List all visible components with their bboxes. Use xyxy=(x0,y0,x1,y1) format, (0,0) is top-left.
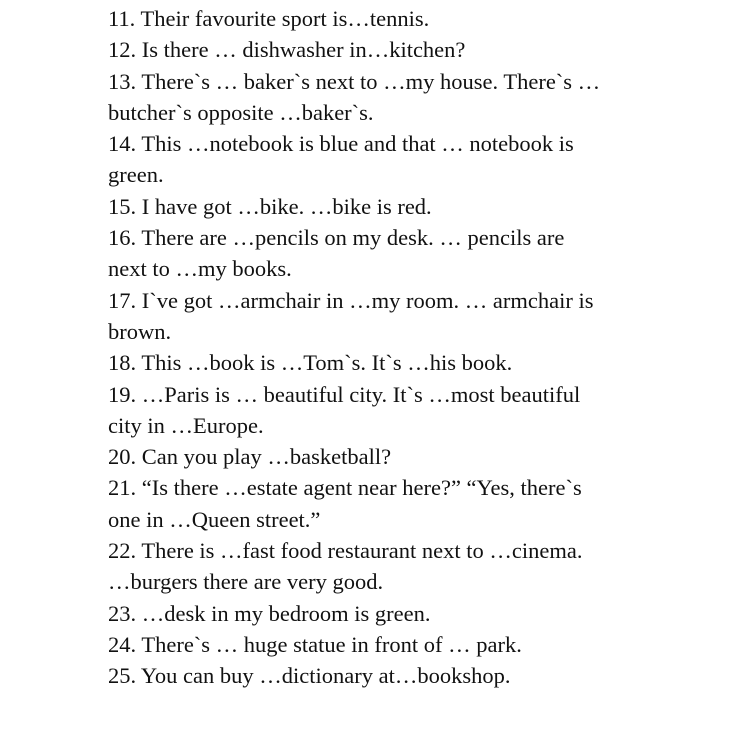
exercise-item-17: 17. I`ve got …armchair in …my room. … armchair is brown. xyxy=(108,287,594,344)
exercise-item-21: 21. “Is there …estate agent near here?” “Yes, there`s one in …Queen street.” xyxy=(108,475,582,532)
exercise-item-19: 19. …Paris is … beautiful city. It`s …most beautiful city in …Europe. xyxy=(108,381,581,438)
exercise-list xyxy=(108,3,708,692)
exercise-item-23: 23. …desk in my bedroom is green. xyxy=(108,600,431,626)
exercise-item-13: 13. There`s … baker`s next to …my house. There`s … butcher`s opposite …baker`s. xyxy=(108,68,601,125)
exercise-item-11: 11. Their favourite sport is…tennis. xyxy=(108,6,430,31)
exercise-item-18: 18. This …book is …Tom`s. It`s …his book. xyxy=(108,350,513,376)
exercise-item-15: 15. I have got …bike. …bike is red. xyxy=(108,193,432,219)
exercise-item-14: 14. This …notebook is blue and that … notebook is green. xyxy=(108,131,574,188)
exercise-item-16: 16. There are …pencils on my desk. … pencils are next to …my books. xyxy=(108,225,565,282)
exercise-item-24: 24. There`s … huge statue in front of … park. xyxy=(108,631,522,657)
exercise-item-22: 22. There is …fast food restaurant next to …cinema. …burgers there are very good. xyxy=(108,538,583,595)
exercise-item-20: 20. Can you play …basketball? xyxy=(108,444,392,470)
exercise-item-12: 12. Is there … dishwasher in…kitchen? xyxy=(108,37,466,63)
exercise-item-25: 25. You can buy …dictionary at…bookshop. xyxy=(108,663,511,689)
